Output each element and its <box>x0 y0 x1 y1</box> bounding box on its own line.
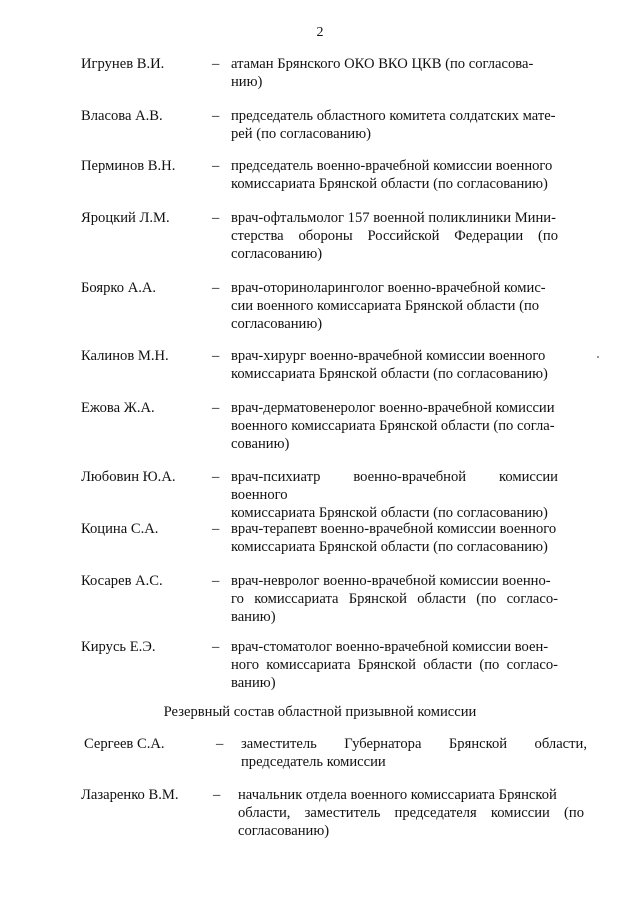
member-role <box>231 55 558 91</box>
member-name: Перминов В.Н. <box>81 158 176 174</box>
role-line: комиссариата Брянской области (по согласованию) <box>231 539 548 555</box>
member-name: Власова А.В. <box>81 108 163 124</box>
role-line: комиссариата Брянской области (по согласованию) <box>231 505 548 521</box>
role-line: нию) <box>231 74 263 90</box>
dash-separator: – <box>212 158 220 174</box>
role-line: комиссариата Брянской области (по согласованию) <box>231 366 548 382</box>
member-role <box>231 107 558 143</box>
member-name: Яроцкий Л.М. <box>81 210 170 226</box>
member-name: Косарев А.С. <box>81 573 163 589</box>
role-line: председатель военно-врачебной комиссии военного <box>231 158 553 174</box>
member-name: Игрунев В.И. <box>81 56 165 72</box>
role-line: сии военного комиссариата Брянской области (по <box>231 298 540 314</box>
dash-separator: – <box>212 573 220 589</box>
role-line: ного комиссариата Брянской области (по согласо- <box>231 657 558 673</box>
role-line: военного комиссариата Брянской области (по согла- <box>231 418 555 434</box>
dash-separator: – <box>212 56 220 72</box>
member-name: Сергеев С.А. <box>84 736 165 752</box>
role-line: врач-терапевт военно-врачебной комиссии военного <box>231 521 557 537</box>
member-name: Коцина С.А. <box>81 521 159 537</box>
role-line: области, заместитель председателя комиссии (по <box>238 805 584 821</box>
member-name: Кирусь Е.Э. <box>81 639 156 655</box>
member-role <box>231 279 558 333</box>
role-line: врач-офтальмолог 157 военной поликлиники Мини- <box>231 210 556 226</box>
member-name: Калинов М.Н. <box>81 348 169 364</box>
role-line: председатель комиссии <box>241 754 386 770</box>
member-role <box>231 157 558 193</box>
member-role <box>231 468 558 522</box>
dash-separator: – <box>213 787 221 803</box>
role-line: комиссариата Брянской области (по согласованию) <box>231 176 548 192</box>
role-line: начальник отдела военного комиссариата Брянской <box>238 787 557 803</box>
role-line: атаман Брянского ОКО ВКО ЦКВ (по согласова- <box>231 56 534 72</box>
role-line: сованию) <box>231 436 290 452</box>
dash-separator: – <box>212 348 220 364</box>
dash-separator: – <box>212 639 220 655</box>
role-line: рей (по согласованию) <box>231 126 371 142</box>
role-line: ванию) <box>231 675 276 691</box>
role-line: го комиссариата Брянской области (по согласо- <box>231 591 558 607</box>
member-name: Боярко А.А. <box>81 280 157 296</box>
member-role <box>231 399 558 453</box>
role-line: врач-невролог военно-врачебной комиссии военно- <box>231 573 551 589</box>
role-line: врач-психиатр военно-врачебной комиссии военного <box>231 469 558 503</box>
member-role <box>231 638 558 692</box>
member-name: Ежова Ж.А. <box>81 400 155 416</box>
member-name: Любовин Ю.А. <box>81 469 176 485</box>
dash-separator: – <box>212 469 220 485</box>
role-line: согласованию) <box>231 246 323 262</box>
member-role <box>231 520 558 556</box>
dash-separator: – <box>212 210 220 226</box>
dash-separator: – <box>212 521 220 537</box>
role-line: согласованию) <box>231 316 323 332</box>
role-line: председатель областного комитета солдатских мате- <box>231 108 556 124</box>
role-line: врач-дерматовенеролог военно-врачебной комиссии <box>231 400 555 416</box>
role-line: врач-стоматолог военно-врачебной комиссии воен- <box>231 639 549 655</box>
member-role <box>241 735 587 771</box>
reserve-section-heading: Резервный состав областной призывной комиссии <box>163 704 477 720</box>
dash-separator: – <box>212 400 220 416</box>
member-role <box>231 347 558 383</box>
member-role <box>231 209 558 263</box>
scan-speck <box>597 356 599 358</box>
role-line: врач-оториноларинголог военно-врачебной комис- <box>231 280 546 296</box>
dash-separator: – <box>216 736 224 752</box>
role-line: ванию) <box>231 609 276 625</box>
role-line: согласованию) <box>238 823 330 839</box>
role-line: заместитель Губернатора Брянской области, <box>241 736 587 752</box>
role-line: врач-хирург военно-врачебной комиссии военного <box>231 348 546 364</box>
role-line: стерства обороны Российской Федерации (по <box>231 228 558 244</box>
dash-separator: – <box>212 280 220 296</box>
member-role <box>238 786 584 840</box>
page-number: 2 <box>316 25 324 40</box>
member-role <box>231 572 558 626</box>
dash-separator: – <box>212 108 220 124</box>
member-name: Лазаренко В.М. <box>81 787 179 803</box>
